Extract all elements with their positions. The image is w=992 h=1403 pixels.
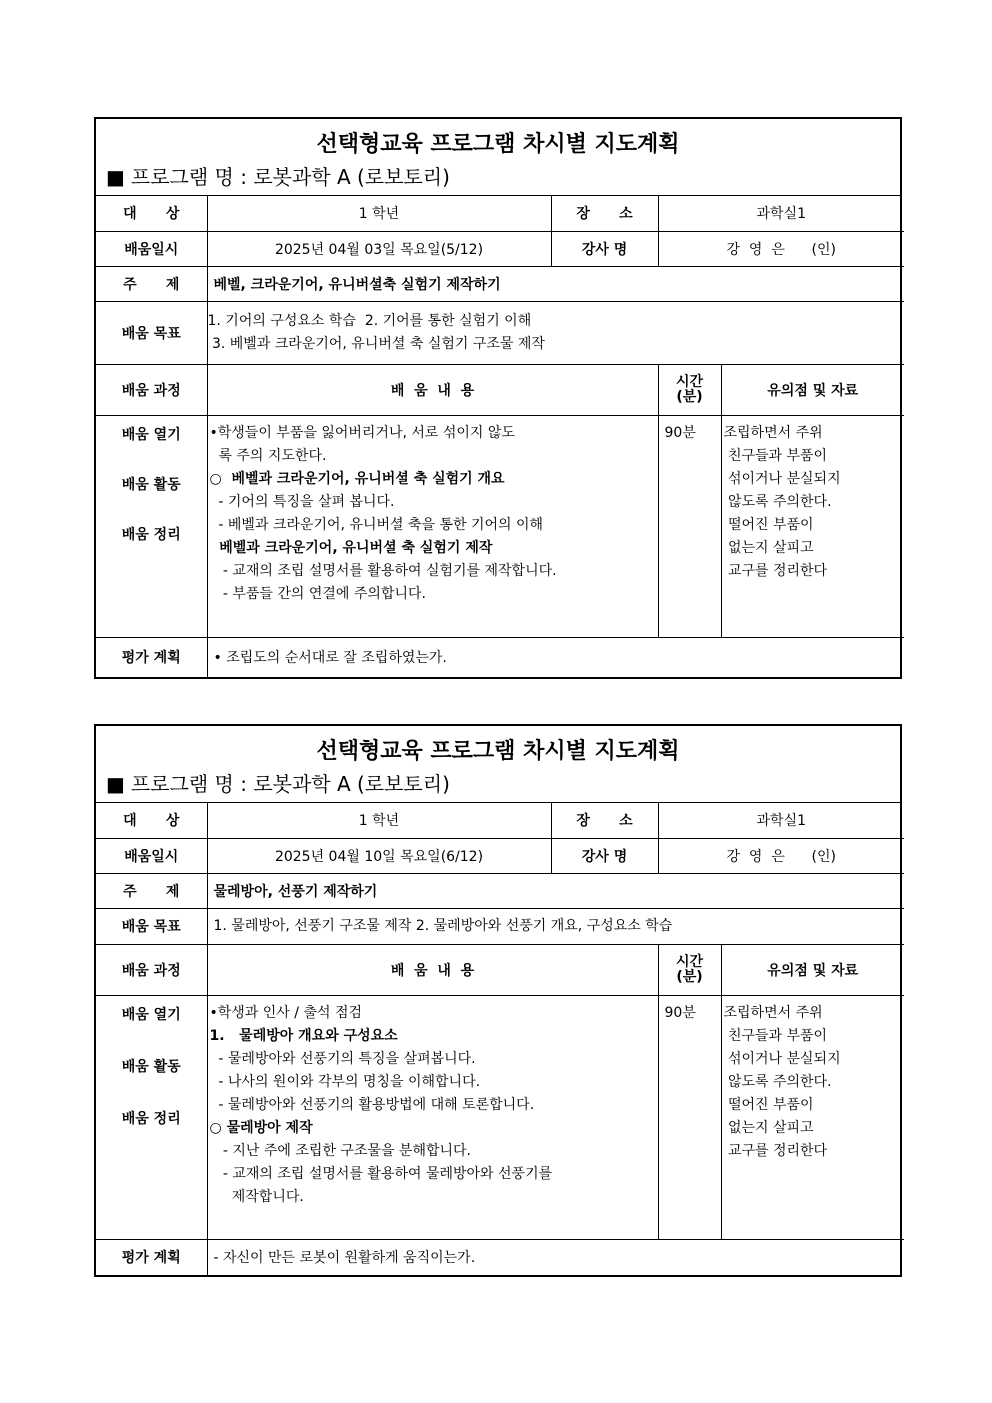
eval-label: 평가 계획	[96, 637, 207, 677]
content-line: - 물레방아와 선풍기의 특징을 살펴봅니다.	[209, 1050, 476, 1067]
content-line: 베벨과 크라운기어, 유니버셜 축 실험기 제작	[209, 539, 493, 556]
goal-label: 배움 목표	[96, 301, 207, 364]
content-line: ○ 베벨과 크라운기어, 유니버셜 축 실험기 개요	[209, 470, 505, 487]
content-line: - 나사의 원이와 각부의 명칭을 이해합니다.	[209, 1073, 481, 1090]
goal-label: 배움 목표	[96, 908, 207, 944]
content-line: - 교재의 조립 설명서를 활용하여 물레방아와 선풍기를	[209, 1165, 553, 1182]
content-label: 배 움 내 용	[207, 944, 658, 995]
notes-line: 친구들과 부품이	[723, 1027, 828, 1044]
notes-cell	[721, 415, 904, 637]
time-label	[658, 944, 721, 995]
content-cell	[207, 415, 658, 637]
notes-line: 섞이거나 분실되지	[723, 470, 841, 487]
content-line: 록 주의 지도한다.	[209, 447, 327, 464]
notes-line: 교구를 정리한다	[723, 1142, 828, 1159]
lesson-plan-2	[94, 724, 902, 1277]
content-line: •학생과 인사 / 출석 점검	[209, 1004, 362, 1021]
process-label: 배움 과정	[96, 944, 207, 995]
program-name: 프로그램 명 : 로봇과학 A (로보토리)	[130, 165, 450, 189]
eval-value: - 자신이 만든 로봇이 원활하게 움직이는가.	[207, 1239, 904, 1275]
date-value: 2025년 04월 10일 목요일(6/12)	[207, 838, 551, 873]
notes-line: 않도록 주의한다.	[723, 1073, 832, 1090]
plan-title: 선택형교육 프로그램 차시별 지도계획	[316, 132, 680, 157]
notes-label: 유의점 및 자료	[721, 364, 904, 415]
content-line: - 베벨과 크라운기어, 유니버셜 축을 통한 기어의 이해	[209, 516, 544, 533]
phase-label: 배움 활동	[121, 1058, 181, 1075]
goal-value	[207, 908, 904, 944]
notes-line: 친구들과 부품이	[723, 447, 828, 464]
notes-line: 조립하면서 주위	[723, 1004, 823, 1021]
content-line: 1. 물레방아 개요와 구성요소	[209, 1027, 398, 1044]
date-value: 2025년 04월 03일 목요일(5/12)	[207, 231, 551, 266]
time-label-line: 시간	[675, 373, 704, 390]
plan-title: 선택형교육 프로그램 차시별 지도계획	[316, 739, 680, 764]
date-label: 배움일시	[96, 838, 207, 873]
goal-line: 1. 기어의 구성요소 학습 2. 기어를 통한 실험기 이해	[207, 312, 532, 329]
content-line: - 기어의 특징을 살펴 봅니다.	[209, 493, 395, 510]
instructor-label: 강사 명	[551, 231, 658, 266]
square-bullet-icon: ■	[106, 165, 125, 189]
notes-line: 조립하면서 주위	[723, 424, 823, 441]
process-label: 배움 과정	[96, 364, 207, 415]
topic-label: 주 제	[96, 266, 207, 301]
target-label: 대 상	[96, 196, 207, 231]
instructor-value: 강 영 은 (인)	[658, 231, 904, 266]
target-value: 1 학년	[207, 803, 551, 838]
time-label-line: (분)	[676, 968, 703, 985]
notes-line: 섞이거나 분실되지	[723, 1050, 841, 1067]
content-line: - 지난 주에 조립한 구조물을 분해합니다.	[209, 1142, 471, 1159]
date-label: 배움일시	[96, 231, 207, 266]
time-value: 90분	[658, 415, 721, 637]
goal-value	[207, 301, 904, 364]
notes-line: 않도록 주의한다.	[723, 493, 832, 510]
eval-value: • 조립도의 순서대로 잘 조립하였는가.	[207, 637, 904, 677]
content-label: 배 움 내 용	[207, 364, 658, 415]
instructor-value: 강 영 은 (인)	[658, 838, 904, 873]
phase-label: 배움 활동	[121, 476, 181, 493]
lesson-plan-1	[94, 117, 902, 679]
topic-value: 물레방아, 선풍기 제작하기	[207, 873, 904, 908]
notes-line: 떨어진 부품이	[723, 516, 814, 533]
notes-line: 교구를 정리한다	[723, 562, 828, 579]
content-cell	[207, 995, 658, 1239]
content-line: ○ 물레방아 제작	[209, 1119, 313, 1136]
notes-line: 없는지 살피고	[723, 539, 814, 556]
content-line: - 물레방아와 선풍기의 활용방법에 대해 토론합니다.	[209, 1096, 535, 1113]
notes-cell	[721, 995, 904, 1239]
notes-line: 없는지 살피고	[723, 1119, 814, 1136]
target-value: 1 학년	[207, 196, 551, 231]
instructor-label: 강사 명	[551, 838, 658, 873]
time-label-line: 시간	[675, 953, 704, 970]
time-label-line: (분)	[676, 388, 703, 405]
goal-line: 3. 베벨과 크라운기어, 유니버셜 축 실험기 구조물 제작	[207, 335, 545, 352]
place-value: 과학실1	[658, 803, 904, 838]
phase-label: 배움 정리	[121, 1110, 181, 1127]
goal-line: 1. 물레방아, 선풍기 구조물 제작 2. 물레방아와 선풍기 개요, 구성요소 학습	[213, 917, 673, 934]
time-label	[658, 364, 721, 415]
content-line: 제작합니다.	[209, 1188, 304, 1205]
topic-value: 베벨, 크라운기어, 유니버셜축 실험기 제작하기	[207, 266, 904, 301]
phase-label: 배움 열기	[121, 426, 181, 443]
plan-table	[96, 803, 904, 1275]
topic-label: 주 제	[96, 873, 207, 908]
phase-label: 배움 열기	[121, 1006, 181, 1023]
content-line: •학생들이 부품을 잃어버리거나, 서로 섞이지 않도	[209, 424, 515, 441]
program-name-row	[96, 764, 900, 803]
content-line: - 교재의 조립 설명서를 활용하여 실험기를 제작합니다.	[209, 562, 557, 579]
phases-cell	[96, 995, 207, 1239]
place-label: 장 소	[551, 803, 658, 838]
eval-label: 평가 계획	[96, 1239, 207, 1275]
notes-label: 유의점 및 자료	[721, 944, 904, 995]
content-line: - 부품들 간의 연결에 주의합니다.	[209, 585, 426, 602]
plan-table	[96, 196, 904, 677]
phases-cell	[96, 415, 207, 637]
place-label: 장 소	[551, 196, 658, 231]
phase-label: 배움 정리	[121, 526, 181, 543]
notes-line: 떨어진 부품이	[723, 1096, 814, 1113]
place-value: 과학실1	[658, 196, 904, 231]
program-name: 프로그램 명 : 로봇과학 A (로보토리)	[130, 772, 450, 796]
time-value: 90분	[658, 995, 721, 1239]
target-label: 대 상	[96, 803, 207, 838]
program-name-row	[96, 157, 900, 196]
square-bullet-icon: ■	[106, 772, 125, 796]
